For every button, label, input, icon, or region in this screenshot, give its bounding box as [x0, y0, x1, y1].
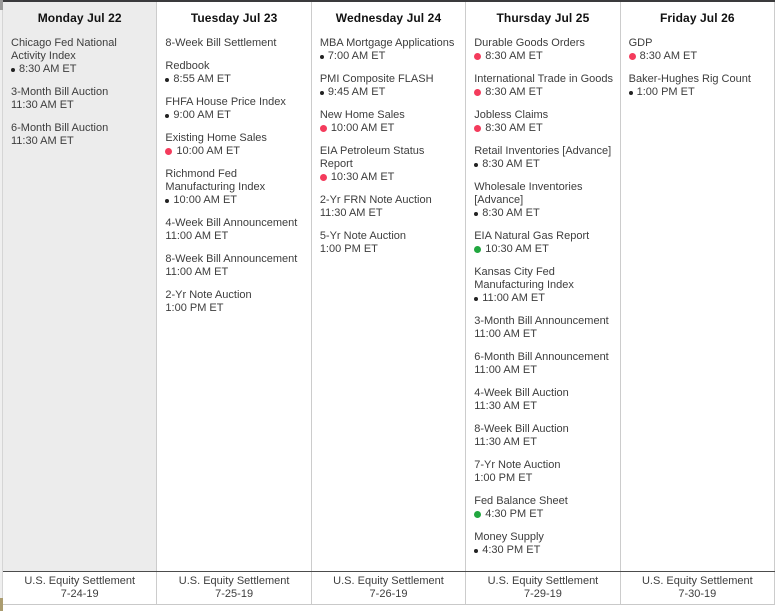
event-title[interactable]: Kansas City Fed Manufacturing Index — [474, 266, 574, 291]
day-events — [621, 35, 774, 99]
event-title[interactable]: 2-Yr Note Auction — [165, 289, 252, 301]
black-release-bullet-icon — [320, 91, 324, 95]
event-title[interactable]: FHFA House Price Index — [165, 96, 286, 108]
settlement-label: U.S. Equity Settlement — [24, 575, 136, 587]
event-title[interactable]: 6-Month Bill Announcement — [474, 351, 609, 363]
event-item — [165, 168, 304, 207]
event-time-text: 1:00 PM ET — [636, 86, 695, 98]
event-time-text: 11:30 AM ET — [319, 207, 383, 219]
event-time — [11, 99, 150, 112]
black-release-bullet-icon — [474, 212, 478, 216]
event-item — [165, 217, 304, 243]
event-time-text: 11:30 AM ET — [11, 99, 74, 111]
event-title[interactable]: 5-Yr Note Auction — [319, 230, 407, 242]
red-release-bullet-icon — [474, 89, 481, 96]
black-release-bullet-icon — [474, 297, 478, 301]
event-time — [320, 243, 459, 256]
event-item — [474, 423, 613, 449]
event-title[interactable]: GDP — [628, 37, 653, 49]
day-header: Friday Jul 26 — [659, 11, 735, 25]
settlement-date: 7-25-19 — [215, 588, 254, 600]
event-time-text: 10:00 AM ET — [176, 145, 240, 157]
event-time — [320, 86, 459, 99]
event-title[interactable]: PMI Composite FLASH — [319, 73, 434, 85]
event-time — [474, 158, 613, 171]
settlement-label: U.S. Equity Settlement — [641, 575, 753, 587]
event-title[interactable]: 8-Week Bill Settlement — [165, 37, 277, 49]
event-title[interactable]: Richmond Fed Manufacturing Index — [165, 168, 266, 193]
day-events — [157, 35, 310, 315]
settlement-cell-thursday — [466, 572, 620, 604]
event-item — [11, 86, 150, 112]
settlement-label: U.S. Equity Settlement — [487, 575, 599, 587]
event-title[interactable]: 4-Week Bill Auction — [474, 387, 569, 399]
event-time — [474, 400, 613, 413]
settlement-date: 7-26-19 — [369, 588, 408, 600]
black-release-bullet-icon — [320, 55, 324, 59]
event-item — [474, 495, 613, 521]
event-item — [474, 387, 613, 413]
event-time-text: 8:30 AM ET — [485, 122, 543, 134]
event-time-text: 11:00 AM ET — [165, 230, 229, 242]
event-title[interactable]: 6-Month Bill Auction — [11, 122, 109, 134]
event-title[interactable]: International Trade in Goods — [474, 73, 614, 85]
event-time — [629, 50, 768, 63]
event-time-text: 4:30 PM ET — [482, 544, 541, 556]
black-release-bullet-icon — [165, 78, 169, 82]
settlement-date: 7-29-19 — [523, 588, 562, 600]
settlement-cell-tuesday — [157, 572, 311, 604]
event-time-text: 10:30 AM ET — [485, 243, 549, 255]
event-time-text: 1:00 PM ET — [165, 302, 224, 314]
event-time-text: 8:30 AM ET — [485, 86, 543, 98]
red-release-bullet-icon — [474, 53, 481, 60]
page-edge-bottom — [0, 598, 3, 611]
day-column-friday — [621, 2, 775, 571]
event-title[interactable]: Wholesale Inventories [Advance] — [474, 181, 583, 206]
day-events — [3, 35, 156, 148]
event-time-text: 11:30 AM ET — [474, 436, 537, 448]
day-header: Wednesday Jul 24 — [335, 11, 442, 25]
settlement-footer-row — [3, 571, 775, 605]
event-time — [474, 544, 613, 557]
event-title[interactable]: Durable Goods Orders — [474, 37, 585, 49]
event-title[interactable]: Redbook — [165, 60, 210, 72]
event-title[interactable]: 7-Yr Note Auction — [474, 459, 561, 471]
event-time — [474, 364, 613, 377]
event-item — [474, 459, 613, 485]
event-time — [165, 73, 304, 86]
event-title[interactable]: Existing Home Sales — [165, 132, 267, 144]
event-item — [474, 109, 613, 135]
event-time — [474, 207, 613, 220]
day-column-tuesday — [157, 2, 311, 571]
green-release-bullet-icon — [474, 511, 481, 518]
event-time-text: 8:30 AM ET — [485, 50, 543, 62]
page-edge-strip — [0, 0, 3, 611]
event-time — [165, 266, 304, 279]
event-time — [474, 292, 613, 305]
red-release-bullet-icon — [320, 125, 327, 132]
event-item — [474, 266, 613, 305]
event-time — [165, 109, 304, 122]
event-item — [474, 37, 613, 63]
event-title[interactable]: 8-Week Bill Announcement — [165, 253, 298, 265]
red-release-bullet-icon — [629, 53, 636, 60]
settlement-cell-friday — [621, 572, 775, 604]
event-time-text: 11:00 AM ET — [474, 328, 537, 340]
day-header: Tuesday Jul 23 — [190, 11, 278, 25]
event-title[interactable]: EIA Petroleum Status Report — [319, 145, 425, 170]
event-time — [474, 50, 613, 63]
event-time — [165, 194, 304, 207]
event-time-text: 9:45 AM ET — [327, 86, 386, 98]
event-time-text: 8:30 AM ET — [482, 207, 540, 219]
event-item — [165, 60, 304, 86]
event-time-text: 8:30 AM ET — [19, 63, 77, 75]
event-time — [474, 436, 613, 449]
event-item — [629, 37, 768, 63]
event-item — [474, 351, 613, 377]
event-item — [320, 37, 459, 63]
event-title[interactable]: 4-Week Bill Announcement — [165, 217, 298, 229]
day-column-wednesday — [312, 2, 466, 571]
event-time-text: 11:00 AM ET — [474, 364, 537, 376]
event-item — [629, 73, 768, 99]
event-time-text: 11:30 AM ET — [11, 135, 74, 147]
event-time-text: 8:55 AM ET — [173, 73, 231, 85]
day-header: Thursday Jul 25 — [496, 11, 590, 25]
red-release-bullet-icon — [165, 148, 172, 155]
settlement-label: U.S. Equity Settlement — [333, 575, 444, 587]
event-item — [165, 253, 304, 279]
settlement-cell-monday — [3, 572, 157, 604]
event-time-text: 8:30 AM ET — [639, 50, 698, 62]
event-time-text: 10:00 AM ET — [173, 194, 237, 206]
calendar-body-row — [3, 2, 775, 571]
settlement-cell-wednesday — [312, 572, 466, 604]
day-header: Monday Jul 22 — [37, 11, 122, 25]
event-item — [165, 37, 304, 50]
event-time-text: 7:00 AM ET — [327, 50, 386, 62]
event-item — [320, 230, 459, 256]
event-time — [474, 243, 613, 256]
event-item — [11, 122, 150, 148]
event-time — [320, 122, 459, 135]
page-edge-top — [0, 0, 3, 10]
black-release-bullet-icon — [11, 68, 15, 72]
event-time — [474, 122, 613, 135]
event-item — [320, 145, 459, 184]
event-time — [165, 145, 304, 158]
event-time — [474, 328, 613, 341]
event-time-text: 11:30 AM ET — [474, 400, 537, 412]
event-title[interactable]: MBA Mortgage Applications — [319, 37, 455, 49]
event-title[interactable]: Money Supply — [474, 531, 544, 543]
event-title[interactable]: 3-Month Bill Auction — [11, 86, 109, 98]
event-title[interactable]: 2-Yr FRN Note Auction — [319, 194, 432, 206]
calendar-table — [3, 0, 775, 611]
event-time — [320, 207, 459, 220]
event-time — [474, 86, 613, 99]
event-item — [474, 315, 613, 341]
event-title[interactable]: Chicago Fed National Activity Index — [11, 37, 117, 62]
event-time — [320, 171, 459, 184]
event-item — [165, 289, 304, 315]
red-release-bullet-icon — [474, 125, 481, 132]
black-release-bullet-icon — [165, 114, 169, 118]
settlement-date: 7-30-19 — [678, 588, 717, 600]
event-item — [474, 145, 613, 171]
event-item — [165, 96, 304, 122]
day-events — [466, 35, 619, 557]
event-time — [629, 86, 768, 99]
settlement-date: 7-24-19 — [60, 588, 99, 600]
event-item — [320, 194, 459, 220]
event-item — [165, 132, 304, 158]
event-item — [474, 230, 613, 256]
event-item — [320, 73, 459, 99]
day-events — [312, 35, 465, 256]
event-time-text: 8:30 AM ET — [482, 158, 540, 170]
event-time — [320, 50, 459, 63]
event-item — [474, 181, 613, 220]
event-time-text: 1:00 PM ET — [319, 243, 378, 255]
event-time — [474, 472, 613, 485]
event-title[interactable]: EIA Natural Gas Report — [474, 230, 590, 242]
day-column-monday — [3, 2, 157, 571]
event-time-text: 10:30 AM ET — [330, 171, 395, 183]
event-title[interactable]: 8-Week Bill Auction — [474, 423, 569, 435]
black-release-bullet-icon — [165, 199, 169, 203]
event-time — [165, 230, 304, 243]
event-time — [11, 63, 150, 76]
event-item — [474, 531, 613, 557]
black-release-bullet-icon — [629, 91, 633, 95]
event-item — [320, 109, 459, 135]
event-time-text: 1:00 PM ET — [474, 472, 533, 484]
event-time-text: 11:00 AM ET — [165, 266, 229, 278]
event-item — [11, 37, 150, 76]
event-title[interactable]: Retail Inventories [Advance] — [474, 145, 612, 157]
event-title[interactable]: Fed Balance Sheet — [474, 495, 568, 507]
red-release-bullet-icon — [320, 174, 327, 181]
event-time-text: 9:00 AM ET — [173, 109, 231, 121]
event-time — [11, 135, 150, 148]
settlement-label: U.S. Equity Settlement — [178, 575, 290, 587]
event-time-text: 4:30 PM ET — [485, 508, 544, 520]
event-item — [474, 73, 613, 99]
event-title[interactable]: 3-Month Bill Announcement — [474, 315, 609, 327]
event-time-text: 11:00 AM ET — [482, 292, 545, 304]
black-release-bullet-icon — [474, 549, 478, 553]
event-title[interactable]: Jobless Claims — [474, 109, 549, 121]
event-time — [474, 508, 613, 521]
event-time — [165, 302, 304, 315]
event-title[interactable]: New Home Sales — [319, 109, 405, 121]
black-release-bullet-icon — [474, 163, 478, 167]
green-release-bullet-icon — [474, 246, 481, 253]
event-title[interactable]: Baker-Hughes Rig Count — [628, 73, 751, 85]
event-time-text: 10:00 AM ET — [330, 122, 395, 134]
day-column-thursday — [466, 2, 620, 571]
